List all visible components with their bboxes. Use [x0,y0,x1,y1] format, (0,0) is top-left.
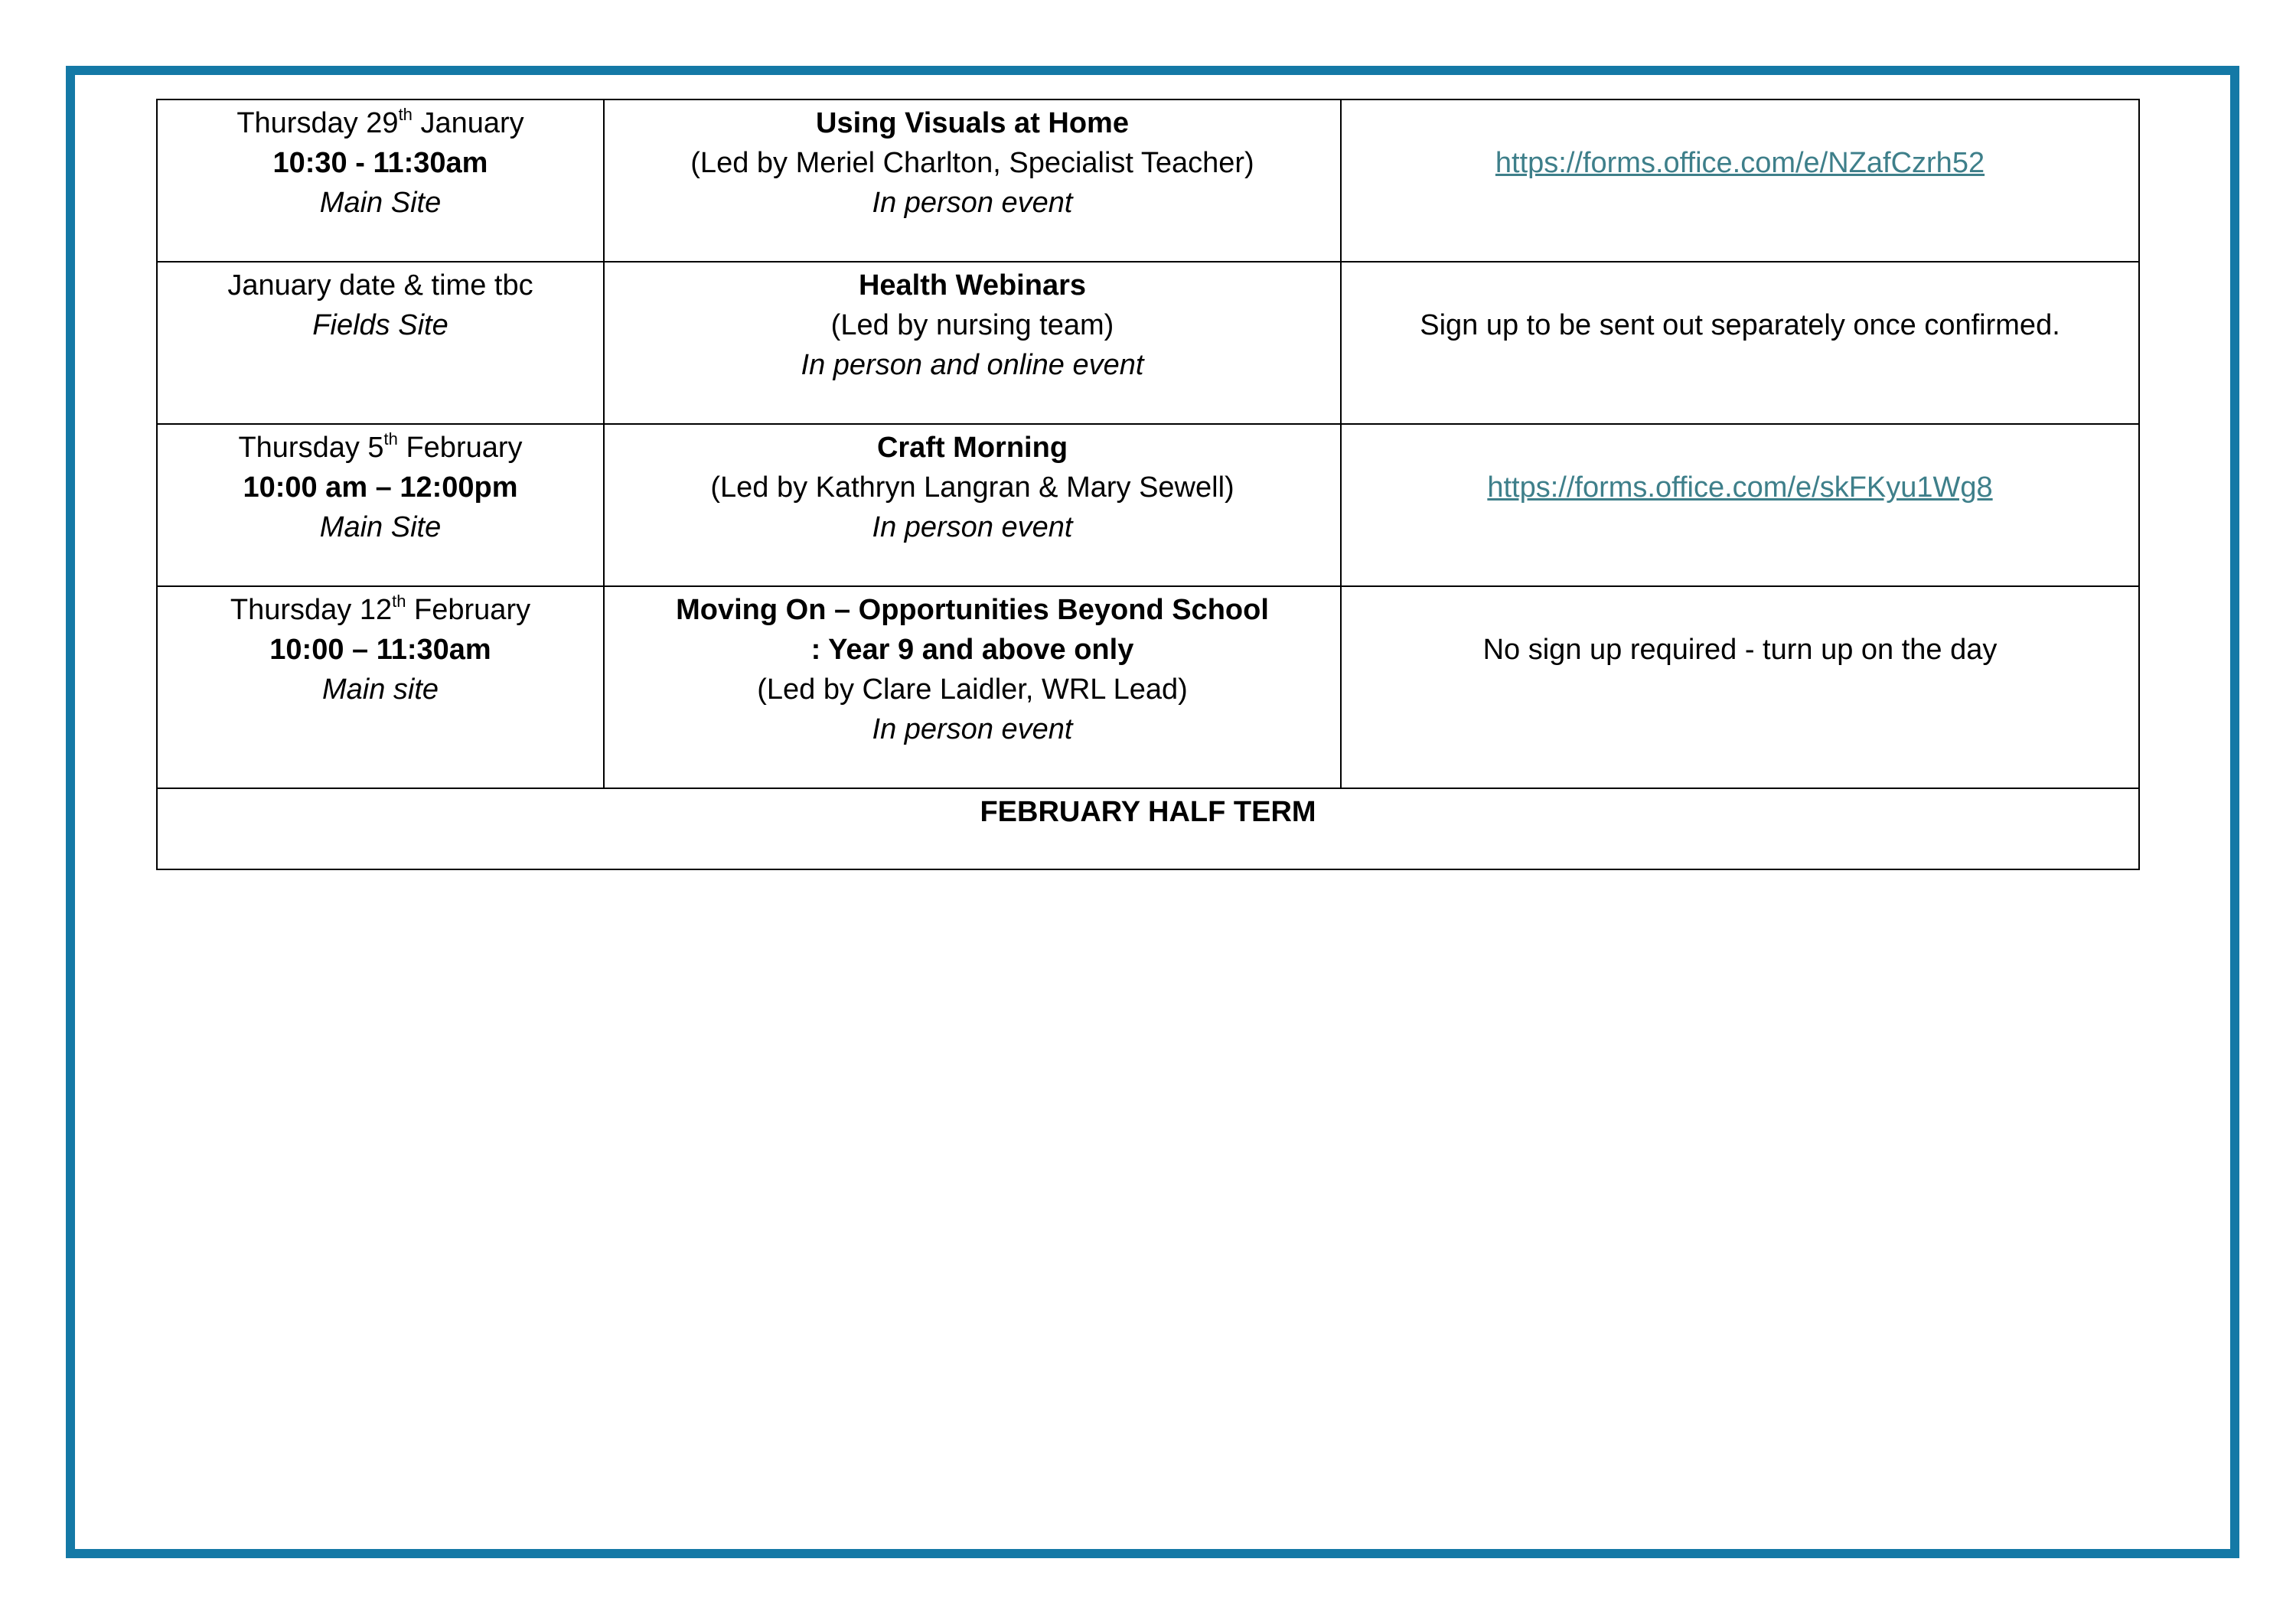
event-title: Craft Morning [876,432,1068,464]
event-date-cell [157,586,604,788]
event-title: Moving On – Opportunities Beyond School [676,594,1269,626]
event-date: Thursday 12th February [230,592,531,626]
event-format: In person and online event [801,349,1144,381]
event-time: 10:30 - 11:30am [272,147,488,179]
event-signup-cell [1341,586,2139,788]
event-signup-cell [1341,262,2139,424]
event-leader: (Led by Kathryn Langran & Mary Sewell) [710,471,1234,504]
event-site: Fields Site [312,309,448,341]
event-details-cell [604,99,1341,262]
event-format: In person event [872,511,1073,543]
event-date: January date & time tbc [227,269,533,302]
table-row [157,262,2139,424]
event-site: Main Site [319,187,442,219]
signup-note: No sign up required - turn up on the day [1482,634,1998,666]
event-leader: (Led by Clare Laidler, WRL Lead) [757,673,1188,706]
signup-note: Sign up to be sent out separately once confirmed. [1420,309,2060,341]
event-date: Thursday 29th January [236,105,524,139]
table-row [157,788,2139,869]
event-leader: (Led by nursing team) [830,309,1114,341]
event-title: Using Visuals at Home [816,107,1129,139]
half-term-cell [157,788,2139,869]
event-details-cell [604,586,1341,788]
event-details-cell [604,424,1341,586]
event-leader: (Led by Meriel Charlton, Specialist Teacher) [690,147,1254,179]
table-row [157,99,2139,262]
signup-link[interactable]: https://forms.office.com/e/NZafCzrh52 [1495,147,1985,179]
event-site: Main Site [319,511,442,543]
signup-link[interactable]: https://forms.office.com/e/skFKyu1Wg8 [1487,471,1993,504]
half-term-label: FEBRUARY HALF TERM [980,796,1316,828]
event-time: 10:00 am – 12:00pm [243,471,518,504]
event-title-suffix: : Year 9 and above only [810,634,1134,666]
events-table [156,99,2140,870]
event-date: Thursday 5th February [238,429,523,464]
event-date-cell [157,99,604,262]
event-format: In person event [872,187,1073,219]
event-title: Health Webinars [858,269,1087,302]
event-signup-cell [1341,424,2139,586]
event-signup-cell [1341,99,2139,262]
event-site: Main site [321,673,439,706]
table-row [157,586,2139,788]
table-row [157,424,2139,586]
event-date-cell [157,262,604,424]
event-details-cell [604,262,1341,424]
event-date-cell [157,424,604,586]
event-format: In person event [872,713,1073,745]
event-time: 10:00 – 11:30am [269,634,491,666]
